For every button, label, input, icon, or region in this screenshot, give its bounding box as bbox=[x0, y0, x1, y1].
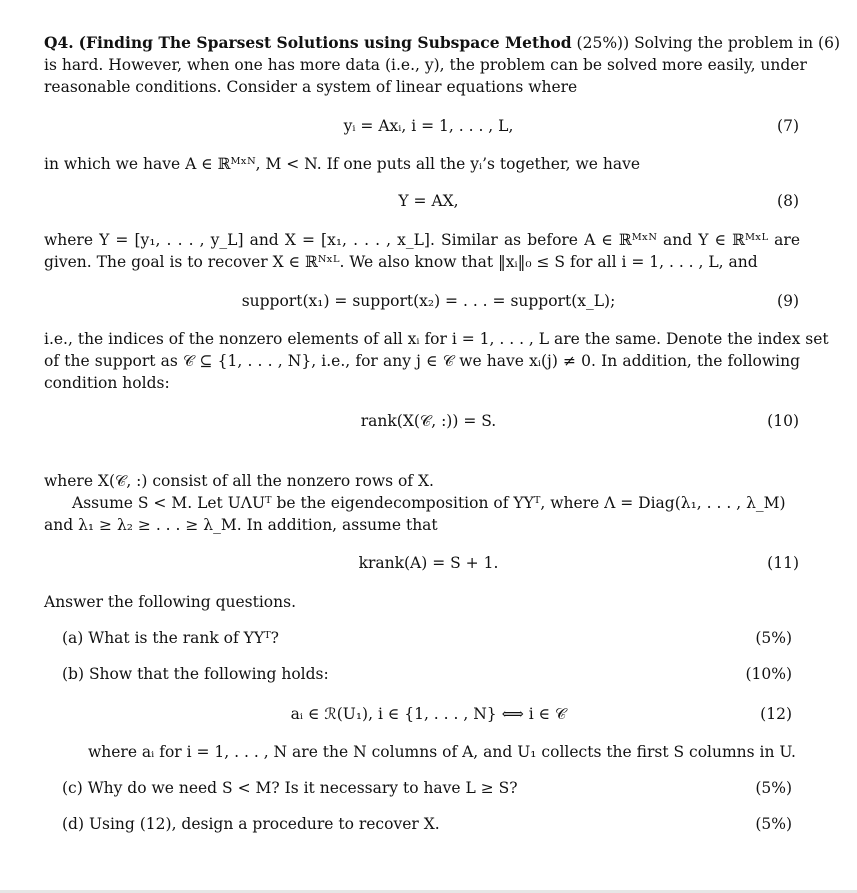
question-heading-line bbox=[44, 33, 840, 53]
question-c: (c) Why do we need S < M? Is it necessary to have L ≥ S? bbox=[62, 779, 518, 797]
intro-text-1: Solving the problem in (6) bbox=[629, 34, 840, 52]
text-after-eq10-3: and λ₁ ≥ λ₂ ≥ . . . ≥ λ_M. In addition, assume that bbox=[44, 516, 438, 534]
question-weight: (25%)) bbox=[576, 34, 630, 52]
text-after-eq10-1: where X(𝒞, :) consist of all the nonzero rows of X. bbox=[44, 472, 434, 490]
question-c-weight: (5%) bbox=[755, 779, 792, 797]
equation-11-number: (11) bbox=[767, 554, 799, 572]
question-a-weight: (5%) bbox=[755, 629, 792, 647]
text-after-eq9-1: i.e., the indices of the nonzero elements of all xᵢ for i = 1, . . . , L are the same. Denote the index set bbox=[44, 330, 829, 348]
text-after-eq9-2: of the support as 𝒞 ⊆ {1, . . . , N}, i.e., for any j ∈ 𝒞 we have xᵢ(j) ≠ 0. In addition, the following bbox=[44, 352, 800, 370]
text-after-eq8-1: where Y = [y₁, . . . , y_L] and X = [x₁, . . . , x_L]. Similar as before A ∈ ℝᴹˣᴺ and Y ∈ ℝᴹˣᴸ are bbox=[44, 231, 800, 249]
equation-8-number: (8) bbox=[777, 192, 799, 210]
equation-10: rank(X(𝒞, :)) = S. bbox=[360, 412, 497, 430]
equation-12: aᵢ ∈ ℛ(U₁), i ∈ {1, . . . , N} ⟺ i ∈ 𝒞 bbox=[290, 705, 567, 723]
equation-10-number: (10) bbox=[767, 412, 799, 430]
equation-8: Y = AX, bbox=[398, 192, 459, 210]
question-a: (a) What is the rank of YYᵀ? bbox=[62, 629, 279, 647]
intro-text-2: is hard. However, when one has more data (i.e., y), the problem can be solved more easily, under bbox=[44, 56, 807, 74]
text-after-eq7: in which we have A ∈ ℝᴹˣᴺ, M < N. If one puts all the yᵢ’s together, we have bbox=[44, 155, 641, 173]
text-after-eq10-2: Assume S < M. Let UΛUᵀ be the eigendecomposition of YYᵀ, where Λ = Diag(λ₁, . . . , λ_M) bbox=[72, 494, 786, 512]
equation-7: yᵢ = Axᵢ, i = 1, . . . , L, bbox=[343, 117, 514, 135]
intro-text-3: reasonable conditions. Consider a system of linear equations where bbox=[44, 78, 578, 96]
equation-12-number: (12) bbox=[760, 705, 792, 723]
question-number: Q4. bbox=[44, 33, 74, 52]
question-b: (b) Show that the following holds: bbox=[62, 665, 329, 683]
question-b-note: where aᵢ for i = 1, . . . , N are the N columns of A, and U₁ collects the first S columns in U. bbox=[88, 743, 796, 761]
equation-9: support(x₁) = support(x₂) = . . . = support(x_L); bbox=[241, 292, 616, 310]
answer-prompt: Answer the following questions. bbox=[44, 593, 297, 611]
question-d: (d) Using (12), design a procedure to recover X. bbox=[62, 815, 440, 833]
text-after-eq8-2: given. The goal is to recover X ∈ ℝᴺˣᴸ. We also know that ‖xᵢ‖₀ ≤ S for all i = 1, . . . , L, and bbox=[44, 253, 758, 271]
equation-11: krank(A) = S + 1. bbox=[358, 554, 499, 572]
text-after-eq9-3: condition holds: bbox=[44, 374, 170, 392]
equation-9-number: (9) bbox=[777, 292, 799, 310]
equation-7-number: (7) bbox=[777, 117, 799, 135]
question-b-weight: (10%) bbox=[745, 665, 792, 683]
question-title: (Finding The Sparsest Solutions using Subspace Method bbox=[78, 33, 572, 52]
question-d-weight: (5%) bbox=[755, 815, 792, 833]
